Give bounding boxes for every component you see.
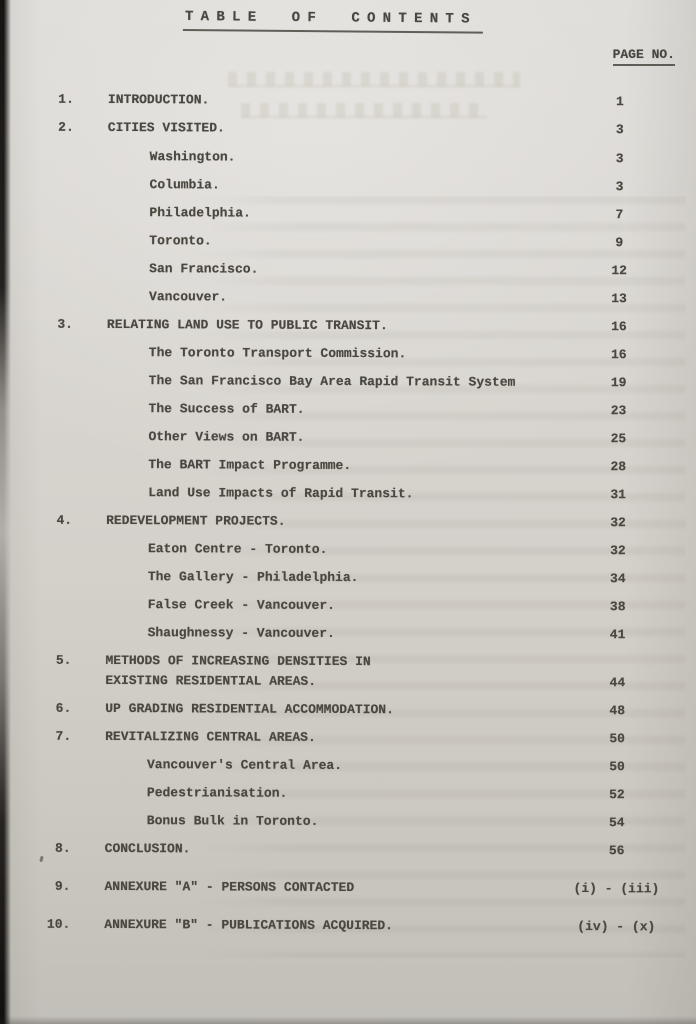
toc-entry-title: Vancouver's Central Area. <box>146 757 343 773</box>
toc-row <box>0 482 694 505</box>
toc-entry-title: The BART Impact Programme. <box>148 457 352 474</box>
toc-entry-title: Philadelphia. <box>149 205 251 221</box>
toc-entry-title: The Success of BART. <box>148 401 305 417</box>
toc-row <box>0 698 693 721</box>
toc-entry-title: UP GRADING RESIDENTIAL ACCOMMODATION. <box>105 700 394 718</box>
toc-entry-page: 34 <box>609 571 626 587</box>
toc-entry-number: 3. <box>57 316 73 332</box>
toc-entry-page: 32 <box>610 543 626 559</box>
toc-entry-number: 2. <box>58 119 74 135</box>
toc-entry-title: The Toronto Transport Commission. <box>148 345 407 362</box>
toc-entry-title: Land Use Impacts of Rapid Transit. <box>148 485 414 502</box>
toc-entry-page: 9 <box>615 235 624 251</box>
toc-row <box>0 594 694 617</box>
toc-entry-page: 16 <box>610 347 627 363</box>
toc-entry-page: 52 <box>609 787 625 803</box>
toc-row <box>0 538 694 561</box>
toc-entry-title: Bonus Bulk in Toronto. <box>146 813 319 829</box>
toc-entry-title: INTRODUCTION. <box>107 91 210 108</box>
toc-row <box>0 838 693 861</box>
toc-row <box>0 810 693 833</box>
toc-entry-title: Shaughnessy - Vancouver. <box>147 625 335 641</box>
toc-entry-number: 1. <box>58 91 74 107</box>
page-no-header: PAGE NO. <box>613 47 675 66</box>
toc-row <box>0 286 695 309</box>
toc-entry-page: 50 <box>609 759 625 775</box>
toc-entry-page: 3 <box>615 179 624 195</box>
toc-entry-title: The San Francisco Bay Area Rapid Transit System <box>148 373 516 390</box>
toc-row <box>0 754 693 777</box>
toc-entry-title: Washington. <box>149 149 236 165</box>
toc-row <box>0 117 696 140</box>
toc-row <box>0 202 695 225</box>
toc-row <box>0 650 694 693</box>
toc-entry-page: 19 <box>610 375 627 391</box>
toc-entry-title: False Creek - Vancouver. <box>147 597 335 613</box>
toc-entry-page: 23 <box>610 403 627 419</box>
toc-entry-title: Other Views on BART. <box>148 429 305 445</box>
toc-entry-page: 56 <box>608 843 625 859</box>
toc-entry-page: (iv) - (x) <box>577 919 656 935</box>
toc-entry-page: 3 <box>615 151 624 167</box>
toc-entry-title: The Gallery - Philadelphia. <box>147 569 359 586</box>
toc-entry-title: CONCLUSION. <box>104 840 191 857</box>
toc-entry-title: Eaton Centre - Toronto. <box>147 541 328 557</box>
toc-entry-title: CITIES VISITED. <box>107 119 225 136</box>
toc-row <box>0 876 693 899</box>
toc-entry-page: 32 <box>610 515 626 531</box>
toc-entry-number: 4. <box>56 512 73 528</box>
toc-row <box>0 622 694 645</box>
toc-entry-page: (i) - (iii) <box>573 880 660 897</box>
toc-row <box>0 174 696 197</box>
toc-entry-number: 9. <box>54 878 71 894</box>
toc-entry-number: 6. <box>55 700 72 716</box>
toc-row <box>0 566 694 589</box>
toc-entry-title: METHODS OF INCREASING DENSITIES IN EXISTING RESIDENTIAL AREAS. <box>105 652 371 689</box>
toc-entry-title: ANNEXURE "A" - PERSONS CONTACTED <box>104 878 355 896</box>
toc-row <box>0 258 695 281</box>
toc-row <box>0 726 693 749</box>
toc-row <box>0 914 692 937</box>
toc-entry-number: 8. <box>55 840 71 856</box>
toc-entry-title: Pedestrianisation. <box>146 785 288 801</box>
toc-row <box>0 398 695 421</box>
toc-entry-page: 38 <box>609 599 626 615</box>
toc-row <box>0 230 695 253</box>
toc-entry-title: Columbia. <box>149 177 220 193</box>
toc-entry-page: 7 <box>615 207 624 223</box>
toc-entry-page: 50 <box>609 731 625 747</box>
toc-entry-page: 44 <box>609 675 626 691</box>
toc-entry-page: 31 <box>610 487 627 503</box>
toc-row <box>0 782 693 805</box>
toc-row <box>0 426 694 449</box>
toc-entry-page: 41 <box>609 627 626 643</box>
toc-entry-number: 7. <box>55 728 72 744</box>
toc-entry-page: 25 <box>610 431 627 447</box>
page-title: TABLE OF CONTENTS <box>183 9 483 34</box>
toc-row <box>0 510 694 533</box>
toc-row <box>0 342 695 365</box>
toc-entry-title: REDEVELOPMENT PROJECTS. <box>106 512 286 529</box>
toc-entry-page: 28 <box>610 459 627 475</box>
toc-entry-number: 10. <box>46 916 71 932</box>
toc-entry-page: 16 <box>611 319 627 335</box>
toc-entry-page: 54 <box>608 815 625 831</box>
bottom-edge-shadow <box>0 1016 696 1024</box>
toc-row <box>0 89 696 112</box>
toc-row <box>0 454 694 477</box>
toc-entry-title: San Francisco. <box>149 261 259 277</box>
toc-entry-number: 5. <box>55 652 72 668</box>
toc-entry-title: Toronto. <box>149 233 212 249</box>
toc-list <box>0 81 696 945</box>
toc-entry-page: 3 <box>615 122 624 138</box>
toc-row <box>0 314 695 337</box>
toc-row <box>0 370 695 393</box>
toc-entry-page: 13 <box>611 291 627 307</box>
toc-entry-title: RELATING LAND USE TO PUBLIC TRANSIT. <box>106 316 388 334</box>
page-edge-shadow <box>0 0 11 1024</box>
toc-row <box>0 146 696 169</box>
toc-entry-title: REVITALIZING CENTRAL AREAS. <box>105 728 316 745</box>
toc-entry-page: 1 <box>615 94 624 110</box>
toc-entry-page: 48 <box>609 703 626 719</box>
toc-entry-page: 12 <box>611 263 628 279</box>
toc-entry-title: ANNEXURE "B" - PUBLICATIONS ACQUIRED. <box>104 916 394 934</box>
toc-entry-title: Vancouver. <box>149 289 228 305</box>
